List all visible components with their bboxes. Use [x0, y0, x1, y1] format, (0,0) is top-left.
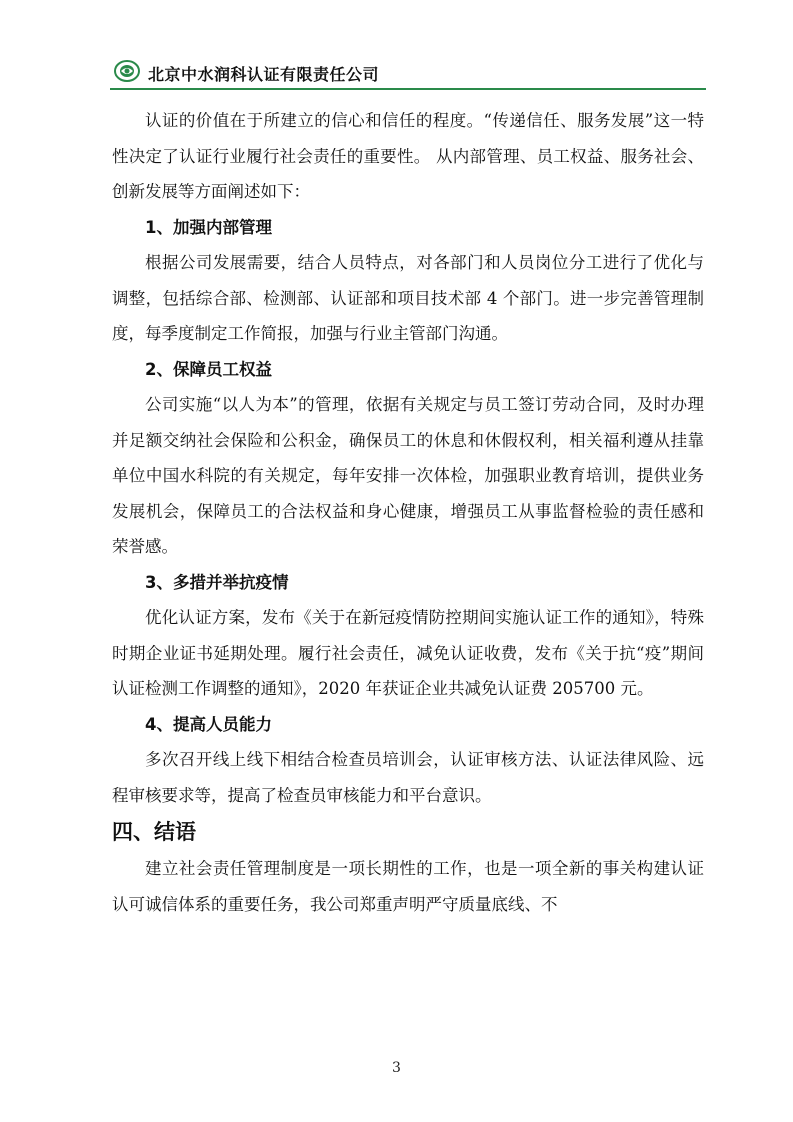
green-globe-logo-icon [114, 60, 140, 82]
chapter-body-conclusion: 建立社会责任管理制度是一项长期性的工作，也是一项全新的事关构建认证认可诚信体系的重要任务，我公司郑重声明严守质量底线、不 [112, 859, 704, 914]
intro-paragraph: 认证的价值在于所建立的信心和信任的程度。“传递信任、服务发展”这一特性决定了认证行业履行社会责任的重要性。 从内部管理、员工权益、服务社会、创新发展等方面阐述如下： [112, 111, 704, 201]
section-body-employee-rights: 公司实施“以人为本”的管理，依据有关规定与员工签订劳动合同，及时办理并足额交纳社会保险和公积金，确保员工的休息和休假权利，相关福利遵从挂靠单位中国水科院的有关规定，每年安排一次体检，加强职业教育培训，提供业务发展机会，保障员工的合法权益和身心健康，增强员工从事监督检验的责任感和荣誉感。 [112, 395, 704, 556]
section-body-staff-capability: 多次召开线上线下相结合检查员培训会，认证审核方法、认证法律风险、远程审核要求等，提高了检查员审核能力和平台意识。 [112, 750, 704, 805]
chapter-heading-conclusion: 四、结语 [112, 820, 196, 844]
header-divider [110, 88, 706, 90]
section-body-internal-management: 根据公司发展需要，结合人员特点，对各部门和人员岗位分工进行了优化与调整，包括综合部、检测部、认证部和项目技术部 4 个部门。进一步完善管理制度，每季度制定工作简报，加强与行业主管部门沟通。 [112, 253, 704, 343]
company-name: 北京中水润科认证有限责任公司 [148, 65, 380, 84]
section-heading-staff-capability: 4、提高人员能力 [145, 714, 272, 734]
section-body-epidemic-measures: 优化认证方案，发布《关于在新冠疫情防控期间实施认证工作的通知》，特殊时期企业证书延期处理。履行社会责任，减免认证收费，发布《关于抗“疫”期间认证检测工作调整的通知》，2020 年获证企业共减免认证费 205700 元。 [112, 608, 704, 698]
page-header [110, 52, 706, 92]
section-heading-employee-rights: 2、保障员工权益 [145, 359, 272, 379]
section-heading-epidemic-measures: 3、多措并举抗疫情 [145, 572, 289, 592]
section-heading-internal-management: 1、加强内部管理 [145, 217, 272, 237]
page-number: 3 [392, 1060, 401, 1076]
document-body [112, 103, 704, 922]
